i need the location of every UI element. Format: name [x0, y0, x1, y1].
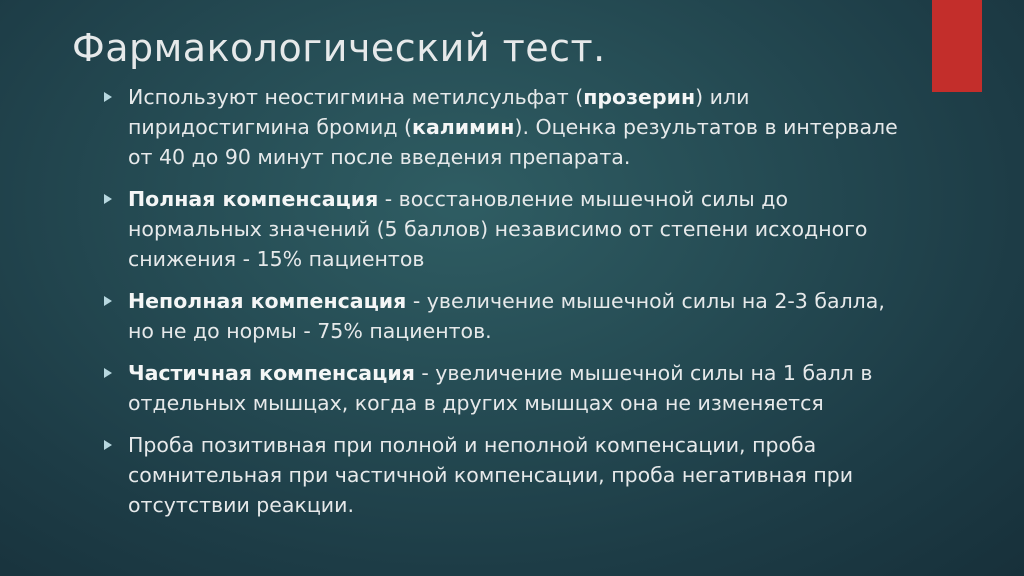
bullet-text — [128, 85, 898, 169]
red-corner-accent — [932, 0, 982, 92]
bullet-text — [128, 289, 885, 343]
bullet-item — [104, 358, 904, 418]
bullet-text-part: - увеличение мышечной силы на 1 балл в отдельных мышцах, когда в других мышцах она не изменяется — [128, 361, 873, 415]
bullet-text — [128, 361, 873, 415]
triangle-bullet-icon — [104, 92, 112, 102]
bullet-text-part: ) или пиридостигмина бромид ( — [128, 85, 750, 139]
slide-title: Фармакологический тест. — [72, 26, 606, 70]
drug-name-proserin: прозерин — [583, 85, 696, 109]
drug-name-kalimin: калимин — [412, 115, 515, 139]
bullet-item — [104, 430, 904, 520]
bullet-item — [104, 82, 904, 172]
bullet-text-part: - увеличение мышечной силы на 2-3 балла, но не до нормы - 75% пациентов. — [128, 289, 885, 343]
term-partial-compensation: Частичная компенсация — [128, 361, 415, 385]
term-full-compensation: Полная компенсация — [128, 187, 379, 211]
term-incomplete-compensation: Неполная компенсация — [128, 289, 407, 313]
bullet-text-part: - восстановление мышечной силы до нормальных значений (5 баллов) независимо от степени исходного снижения - 15% пациентов — [128, 187, 868, 271]
triangle-bullet-icon — [104, 440, 112, 450]
bullet-list — [104, 82, 904, 532]
bullet-item — [104, 184, 904, 274]
triangle-bullet-icon — [104, 194, 112, 204]
triangle-bullet-icon — [104, 368, 112, 378]
bullet-item — [104, 286, 904, 346]
bullet-text — [128, 187, 867, 271]
bullet-text — [128, 433, 853, 517]
triangle-bullet-icon — [104, 296, 112, 306]
bullet-text-part: ). Оценка результатов в интервале от 40 до 90 минут после введения препарата. — [128, 115, 898, 169]
bullet-text-part: Используют неостигмина метилсульфат ( — [128, 85, 584, 109]
bullet-text-part: Проба позитивная при полной и неполной компенсации, проба сомнительная при частичной компенсации, проба негативная при отсутствии реакции. — [128, 433, 854, 517]
